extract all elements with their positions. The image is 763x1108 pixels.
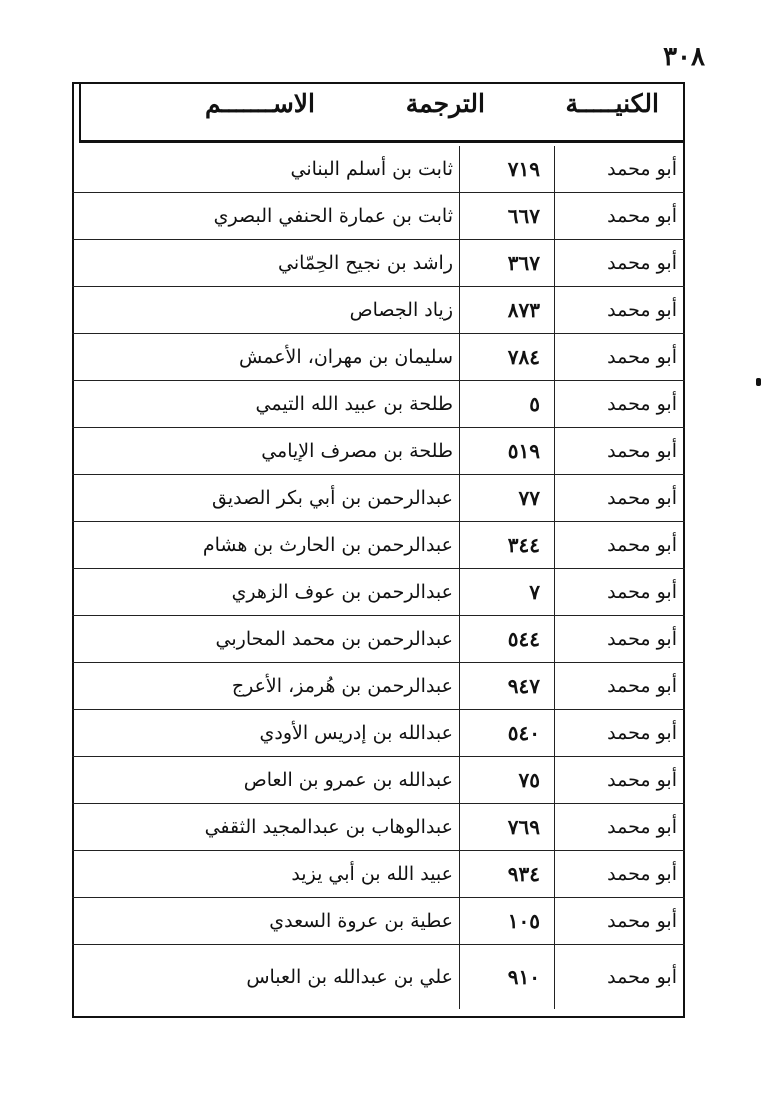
table-row [72,616,685,663]
cell-tarjama-number: ٥ [459,381,554,427]
table-row [72,193,685,240]
cell-kunya: أبو محمد [554,475,685,521]
table-row [72,757,685,804]
page-number: ٣٠٨ [663,42,705,72]
cell-ism: عبدالرحمن بن هُرمز، الأعرج [231,675,453,697]
cell-ism: راشد بن نجيح الحِمّاني [278,252,453,274]
table-row [72,146,685,193]
cell-kunya: أبو محمد [554,757,685,803]
cell-kunya: أبو محمد [554,428,685,474]
header-kunya: الكنيـــــة [565,89,659,118]
table-row [72,898,685,945]
cell-tarjama-number: ٣٦٧ [459,240,554,286]
scan-mark [756,378,761,386]
table-row [72,945,685,1009]
cell-kunya: أبو محمد [554,851,685,897]
cell-ism: عبدالرحمن بن الحارث بن هشام [202,534,453,556]
cell-tarjama-number: ٧٨٤ [459,334,554,380]
cell-ism: طلحة بن عبيد الله التيمي [255,393,453,415]
cell-ism: عبدالرحمن بن عوف الزهري [231,581,453,603]
cell-kunya: أبو محمد [554,287,685,333]
cell-tarjama-number: ٨٧٣ [459,287,554,333]
cell-kunya: أبو محمد [554,804,685,850]
table-body [72,146,685,1009]
table-row [72,428,685,475]
cell-tarjama-number: ٥٤٤ [459,616,554,662]
table-row [72,475,685,522]
table-row [72,240,685,287]
cell-ism: ثابت بن أسلم البناني [290,158,453,180]
cell-ism: زياد الجصاص [349,299,453,321]
cell-kunya: أبو محمد [554,710,685,756]
cell-ism: سليمان بن مهران، الأعمش [239,346,453,368]
table-row [72,710,685,757]
cell-tarjama-number: ٣٤٤ [459,522,554,568]
cell-ism: عبدالله بن عمرو بن العاص [243,769,453,791]
cell-kunya: أبو محمد [554,193,685,239]
table-row [72,522,685,569]
cell-tarjama-number: ٧٦٩ [459,804,554,850]
cell-kunya: أبو محمد [554,945,685,1009]
cell-kunya: أبو محمد [554,240,685,286]
cell-tarjama-number: ٧١٩ [459,146,554,192]
cell-kunya: أبو محمد [554,334,685,380]
cell-tarjama-number: ٧ [459,569,554,615]
cell-tarjama-number: ٦٦٧ [459,193,554,239]
header-ism: الاســـــــم [204,89,315,118]
cell-tarjama-number: ٩١٠ [459,945,554,1009]
cell-tarjama-number: ٩٣٤ [459,851,554,897]
cell-ism: عبدالرحمن بن محمد المحاربي [215,628,453,650]
table-row [72,334,685,381]
table-row [72,381,685,428]
table-row [72,851,685,898]
table-row [72,569,685,616]
cell-ism: عبدالله بن إدريس الأودي [259,722,453,744]
cell-ism: عبدالوهاب بن عبدالمجيد الثقفي [204,816,453,838]
cell-ism: عطية بن عروة السعدي [269,910,453,932]
cell-kunya: أبو محمد [554,663,685,709]
cell-kunya: أبو محمد [554,522,685,568]
cell-kunya: أبو محمد [554,898,685,944]
cell-ism: علي بن عبدالله بن العباس [246,966,453,988]
cell-ism: عبيد الله بن أبي يزيد [291,863,453,885]
cell-tarjama-number: ٩٤٧ [459,663,554,709]
cell-kunya: أبو محمد [554,146,685,192]
cell-kunya: أبو محمد [554,616,685,662]
table-row [72,287,685,334]
cell-tarjama-number: ٥١٩ [459,428,554,474]
cell-kunya: أبو محمد [554,381,685,427]
cell-kunya: أبو محمد [554,569,685,615]
table-row [72,804,685,851]
header-tarjama: الترجمة [405,89,485,118]
cell-ism: طلحة بن مصرف الإيامي [261,440,453,462]
cell-tarjama-number: ١٠٥ [459,898,554,944]
table-header [79,82,685,143]
cell-ism: عبدالرحمن بن أبي بكر الصديق [211,487,453,509]
table-row [72,663,685,710]
cell-ism: ثابت بن عمارة الحنفي البصري [213,205,453,227]
cell-tarjama-number: ٧٧ [459,475,554,521]
cell-tarjama-number: ٧٥ [459,757,554,803]
cell-tarjama-number: ٥٤٠ [459,710,554,756]
